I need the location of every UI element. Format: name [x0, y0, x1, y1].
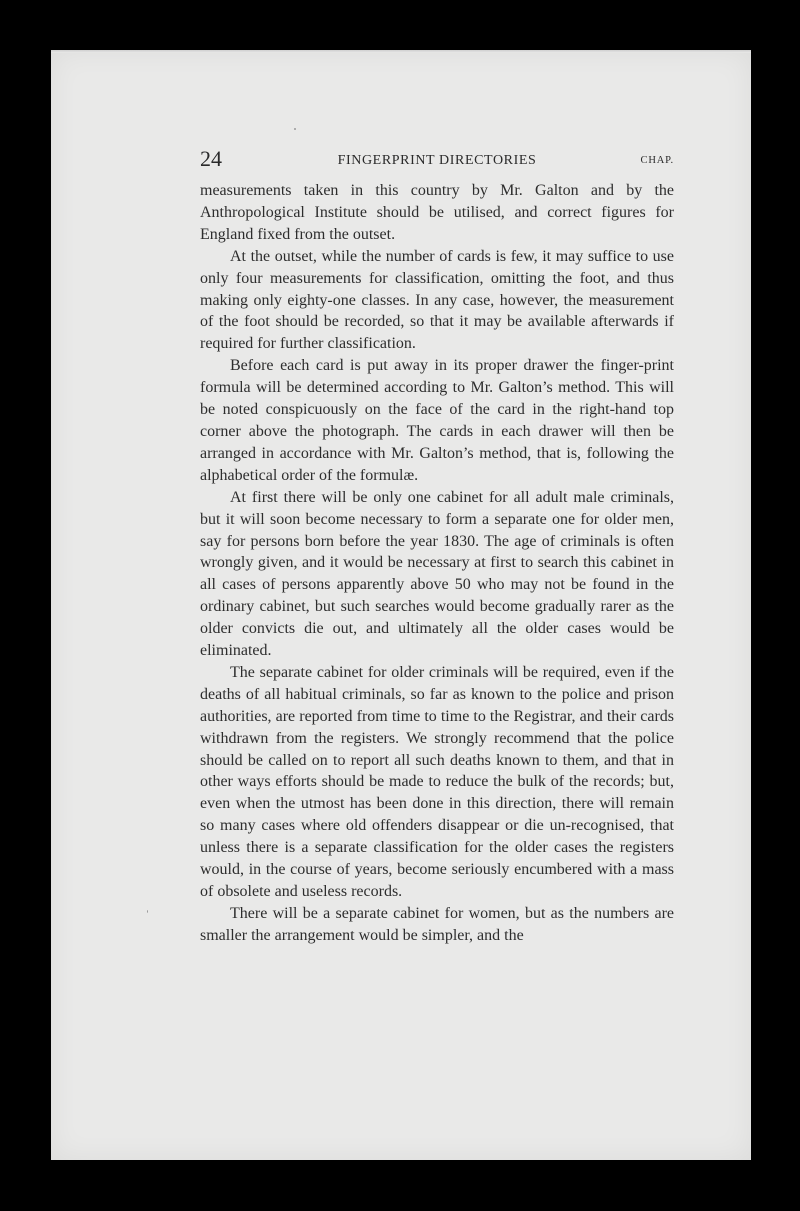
paragraph: measurements taken in this country by Mr. Galton and by the Anthropological Institute should be utilised, and correct figures for England fixed from the outset. — [200, 182, 674, 243]
body-text — [200, 180, 674, 947]
paragraph: At the outset, while the number of cards is few, it may suffice to use only four measurements for classification, omitting the foot, and thus making only eighty-one classes. In any case, however, the measurement of the foot should be recorded, so that it may be available afterwards if required for further classification. — [200, 247, 674, 353]
paragraph: There will be a separate cabinet for women, but as the numbers are smaller the arrangement would be simpler, and the — [200, 904, 674, 944]
paragraph: Before each card is put away in its proper drawer the finger-print formula will be determined according to Mr. Galton’s method. This will be noted conspicuously on the face of the card in the right-hand top corner above the photograph. The cards in each drawer will then be arranged in accordance with Mr. Galton’s method, that is, following the alphabetical order of the formulæ. — [200, 357, 674, 484]
chapter-abbrev: CHAP. — [640, 155, 674, 166]
paper-speck — [294, 128, 296, 130]
running-head: FINGERPRINT DIRECTORIES — [337, 153, 537, 168]
page-header — [200, 146, 674, 176]
book-page — [51, 50, 751, 1160]
paragraph: At first there will be only one cabinet for all adult male criminals, but it will soon become necessary to form a separate one for older men, say for persons born before the year 1830. The age of criminals is often wrongly given, and it would be necessary at first to search this cabinet in all cases of persons apparently above 50 who may not be found in the ordinary cabinet, but such searches would become gradually rarer as the older convicts die out, and ultimately all the older cases would be eliminated. — [200, 488, 674, 660]
page-top-edge — [51, 50, 751, 53]
paragraph: The separate cabinet for older criminals will be required, even if the deaths of all habitual criminals, so far as known to the police and prison authorities, are reported from time to time to the Registrar, and their cards withdrawn from the registers. We strongly recommend that the police should be called on to report all such deaths known to them, and that in other ways efforts should be made to reduce the bulk of the records; but, even when the utmost has been done in this direction, there will remain so many cases where old offenders disappear or die un-recognised, that unless there is a separate classification for the older cases the registers would, in the course of years, become seriously encumbered with a mass of obsolete and useless records. — [200, 663, 674, 900]
page-number: 24 — [200, 146, 222, 171]
paper-speck — [147, 910, 148, 913]
